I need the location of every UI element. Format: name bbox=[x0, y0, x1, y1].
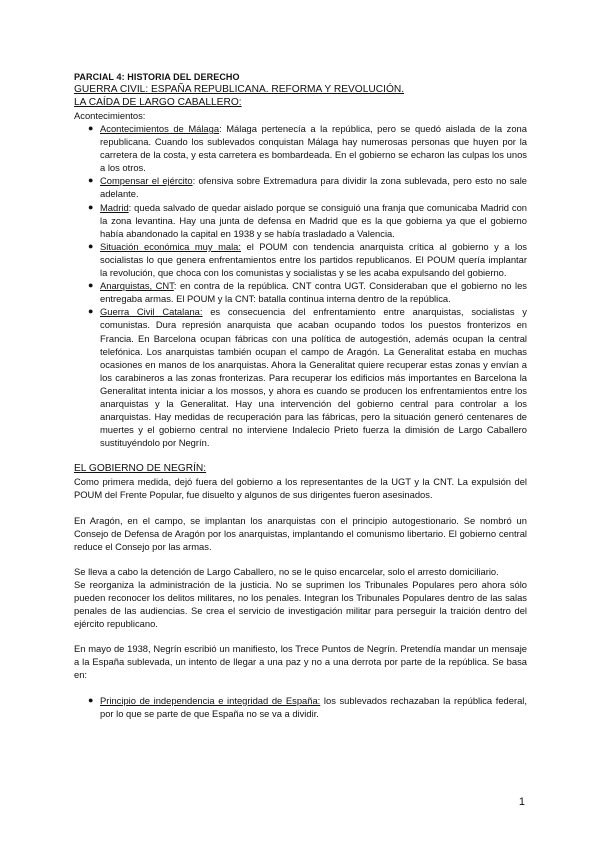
events-label: Acontecimientos: bbox=[74, 110, 146, 121]
paragraph: Se lleva a cabo la detención de Largo Caballero, no se le quiso encarcelar, solo el arresto domiciliario. bbox=[74, 565, 499, 577]
list-item-text: : ofensiva sobre Extremadura para dividir la zona sublevada, pero esto no sale adelante. bbox=[100, 175, 528, 200]
bullet-icon: ● bbox=[88, 123, 94, 133]
list-item-term: Anarquistas, CNT bbox=[100, 280, 174, 292]
list-item-text: los sublevados rechazaban la república federal, por lo que se parte de que España no se va a dividir. bbox=[100, 694, 527, 719]
list-item bbox=[88, 694, 527, 720]
bullet-icon: ● bbox=[88, 280, 94, 291]
list-item bbox=[88, 279, 527, 305]
list-item bbox=[88, 305, 527, 449]
list-item bbox=[88, 174, 528, 200]
list-item-text: : Málaga pertenecía a la república, pero se quedó aislada de la zona republicana. Cuando los sublevados conquistan Málaga hay numerosas personas que huyen por la carretera de la costa, y esta carretera es bombardeada. En el gobierno se echaron las culpas los unos a los otros. bbox=[100, 123, 527, 174]
paragraph: Como primera medida, dejó fuera del gobierno a los representantes de la UGT y la CNT. La expulsión del POUM del Frente Popular, fue disuelto y algunos de sus dirigentes fueron asesinados. bbox=[74, 476, 527, 501]
paragraph: En Aragón, en el campo, se implantan los anarquistas con el principio autogestionario. Se nombró un Consejo de Defensa de Aragón por los anarquistas, implantando el comunismo libertario. El gobierno central reduce el Consejo por las armas. bbox=[74, 514, 527, 552]
document-title: GUERRA CIVIL: ESPAÑA REPUBLICANA. REFORMA Y REVOLUCIÓN. bbox=[74, 84, 405, 95]
list-item-text: : en contra de la república. CNT contra UGT. Consideraban que el gobierno no les entregaba armas. El POUM y la CNT: batalla continua interna dentro de la república. bbox=[100, 280, 527, 305]
list-item-term: Situación económica muy mala: bbox=[100, 240, 241, 252]
list-item-term: Acontecimientos de Málaga bbox=[100, 123, 220, 134]
course-header: PARCIAL 4: HISTORIA DEL DERECHO bbox=[74, 72, 240, 82]
section-heading-largo-caballero: LA CAÍDA DE LARGO CABALLERO: bbox=[74, 97, 242, 108]
list-item bbox=[88, 240, 527, 279]
list-item-term: Guerra Civil Catalana: bbox=[100, 306, 203, 318]
section-heading-negrin: EL GOBIERNO DE NEGRÍN: bbox=[74, 463, 207, 475]
list-item-term: Compensar el ejército bbox=[100, 175, 193, 187]
list-item bbox=[88, 201, 527, 240]
bullet-icon: ● bbox=[88, 306, 94, 317]
bullet-icon: ● bbox=[88, 201, 94, 212]
list-item-text: es consecuencia del enfrentamiento entre anarquistas, socialistas y comunistas. Dura represión anarquista que acaban ocupando todos los puestos fronterizos en Francia. En Barcelona ocupan fábricas con una política de autogestión, además ocupan la central telefónica. Los anarquistas también ocupan el campo de Aragón. La Generalitat estaba en muchas ocasiones en manos de los anarquistas. Ahora la Generalitat quiere recuperar estas zonas y envían a los carabineros a las zonas fronterizas. Para recuperar los edificios más importantes en Barcelona la Generalitat intenta iniciar a los mossos, y ahora es cuando se producen los enfrentamientos entre los anarquistas y la Generalitat. Hay una intervención del gobierno central para controlar a los anarquistas. Hay medidas de recuperación para las fábricas, pero la situación generó centenares de muertes y el gobierno central no interviene Indalecio Prieto fuerza la dimisión de Largo Caballero sustituyéndolo por Negrín. bbox=[100, 306, 527, 449]
list-item bbox=[88, 122, 527, 174]
list-item-term: Principio de independencia e integridad de España: bbox=[100, 694, 321, 706]
list-item-text: : queda salvado de quedar aislado porque se consiguió una franja que comunicaba Madrid con la zona levantina. Hay una junta de defensa en Madrid que es la que gobierna ya que el gobierno había abandonado la capital en 1938 y se había trasladado a Valencia. bbox=[100, 201, 527, 239]
list-item-term: Madrid bbox=[100, 201, 129, 213]
principles-list bbox=[74, 694, 527, 720]
bullet-icon: ● bbox=[88, 175, 94, 186]
paragraph: Se reorganiza la administración de la justicia. No se suprimen los Tribunales Populares pero ahora sólo pueden reconocer los delitos militares, no los penales. Integran los Tribunales Populares dentro de las salas penales de las audiencias. Se crea el servicio de investigación militar para perseguir la traición dentro del ejército republicano. bbox=[74, 578, 527, 630]
paragraph: En mayo de 1938, Negrín escribió un manifiesto, los Trece Puntos de Negrín. Pretendía mandar un mensaje a la España sublevada, un intento de llegar a una paz y no a una derrota por parte de la república. Se basa en: bbox=[74, 643, 527, 681]
page-number: 1 bbox=[518, 796, 525, 808]
list-item-text: el POUM con tendencia anarquista crítica al gobierno y a los socialistas lo que genera enfrentamientos entre los partidos republicanos. El POUM quería implantar la revolución, que choca con los comunistas y socialistas y se les acaba expulsando del gobierno. bbox=[100, 240, 527, 279]
bullet-icon: ● bbox=[88, 240, 94, 251]
events-list bbox=[74, 122, 527, 449]
bullet-icon: ● bbox=[88, 694, 94, 705]
